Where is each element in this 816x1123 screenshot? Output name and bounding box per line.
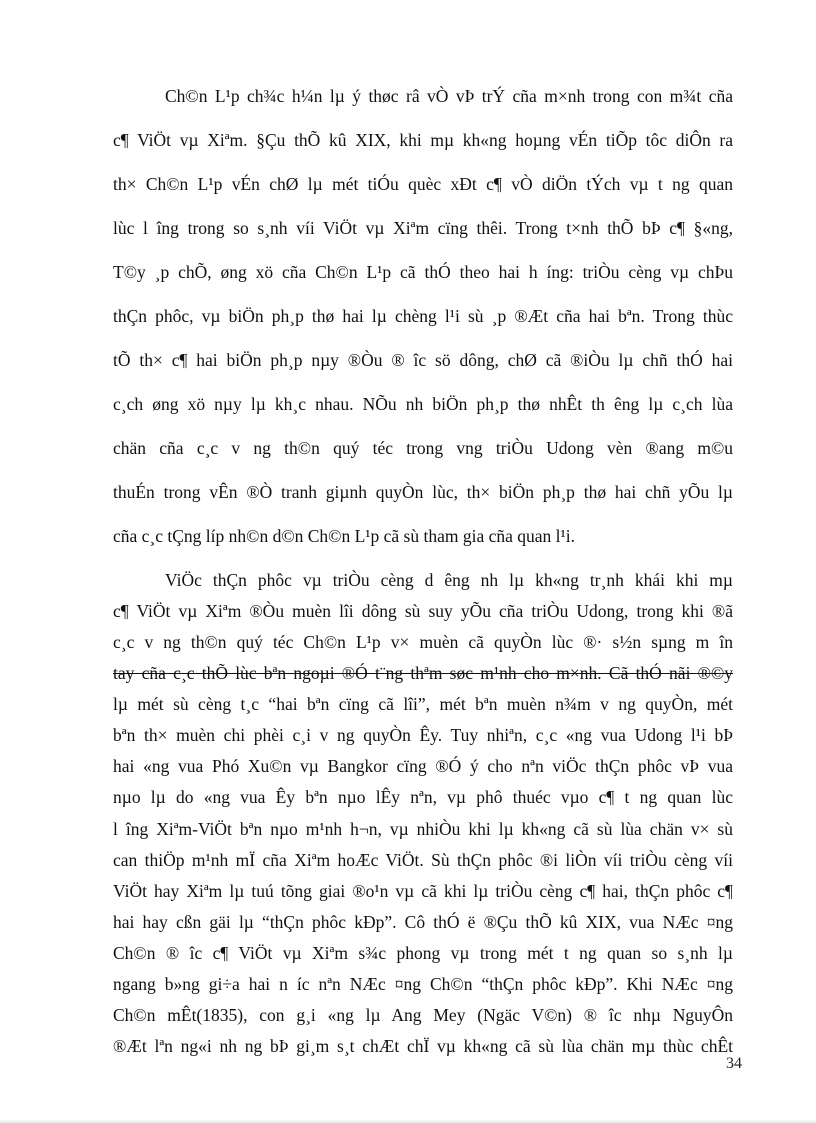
text-line: can thiÖp m¹nh mÏ cña Xiªm hoÆc ViÖt. Sù thÇn phôc ®i liÒn víi triÒu cèng víi bbox=[113, 849, 733, 870]
text-line: ViÖc thÇn phôc vµ triÒu cèng d êng nh lµ kh«ng tr¸nh khái khi mµ bbox=[165, 570, 733, 590]
text-line: ViÖt hay Xiªm lµ tuú tõng giai ®o¹n vµ cã khi lµ triÒu cèng c¶ hai, thÇn phôc c¶ bbox=[113, 880, 733, 901]
text-line: ngang b»ng gi÷a hai n íc nªn NÆc ¤ng Ch©n “thÇn phôc kÐp”. Khi NÆc ¤ng bbox=[113, 973, 733, 994]
text-line: tÕ th× c¶ hai biÖn ph¸p nµy ®Òu ® îc sö dông, chØ cã ®iÒu lµ chñ thÓ hai bbox=[113, 350, 733, 370]
text-line: lµ mét sù cèng t¸c “hai bªn cïng cã lîi”, mét bªn muèn n¾m v ng quyÒn, mét bbox=[113, 694, 733, 715]
text-line: hai «ng vua Phó Xu©n vµ Bangkor cïng ®Ó ý cho nªn viÖc thÇn phôc vÞ vua bbox=[113, 756, 733, 777]
text-line: th× Ch©n L¹p vÉn chØ lµ mét tiÓu quèc xÐt c¶ vÒ diÖn tÝch vµ t ng quan bbox=[113, 174, 733, 194]
text-line: thuÉn trong vÊn ®Ò tranh giµnh quyÒn lùc, th× biÖn ph¸p thø hai chñ yÕu lµ bbox=[113, 482, 733, 502]
text-line: c¶ ViÖt vµ Xiªm ®Òu muèn lîi dông sù suy yÕu cña triÒu Udong, trong khi ®ã bbox=[113, 601, 733, 622]
text-line: chän cña c¸c v ng th©n quý téc trong vng triÒu Udong vèn ®ang m©u bbox=[113, 438, 733, 458]
text-line: nµo lµ do «ng vua Êy bªn nµo lÊy nªn, vµ phô thuéc vµo c¶ t ng quan lùc bbox=[113, 787, 733, 808]
text-line: cña c¸c tÇng líp nh©n d©n Ch©n L¹p cã sù tham gia cña quan l¹i. bbox=[113, 526, 576, 546]
page-number: 34 bbox=[726, 1055, 742, 1072]
text-line: thÇn phôc, vµ biÖn ph¸p thø hai lµ chèng l¹i sù ¸p ®Æt cña hai bªn. Trong thùc bbox=[113, 306, 733, 326]
text-line: c¶ ViÖt vµ Xiªm. §Çu thÕ kû XIX, khi mµ kh«ng hoµng vÉn tiÕp tôc diÔn ra bbox=[113, 130, 733, 150]
text-line: T©y ¸p chÕ, øng xö cña Ch©n L¹p cã thÓ theo hai h íng: triÒu cèng vµ chÞu bbox=[113, 262, 733, 282]
text-line: hai hay cßn gäi lµ “thÇn phôc kÐp”. Cô thÓ ë ®Çu thÕ kû XIX, vua NÆc ¤ng bbox=[113, 911, 733, 932]
text-line: ®Æt lªn ng«i nh ng bÞ gi¸m s¸t chÆt chÏ vµ kh«ng cã sù lùa chän mµ thùc chÊt bbox=[113, 1036, 733, 1056]
text-line: l îng Xiªm-ViÖt bªn nµo m¹nh h¬n, vµ nhiÒu khi lµ kh«ng cã sù lùa chän v× sù bbox=[113, 818, 733, 839]
text-line-struck: tay cña c¸c thÕ lùc bªn ngoµi ®Ó t¨ng thªm søc m¹nh cho m×nh. Cã thÓ nãi ®©y bbox=[113, 663, 733, 684]
text-line: Ch©n ® îc c¶ ViÖt vµ Xiªm s¾c phong vµ trong mét t ng quan so s¸nh lµ bbox=[113, 942, 733, 963]
text-line: c¸ch øng xö nµy lµ kh¸c nhau. NÕu nh biÖn ph¸p thø nhÊt th êng lµ c¸ch lùa bbox=[113, 394, 733, 414]
text-line: c¸c v ng th©n quý téc Ch©n L¹p v× muèn cã quyÒn lùc ®· s½n sµng m în bbox=[113, 632, 733, 653]
text-line: Ch©n mÊt(1835), con g¸i «ng lµ Ang Mey (Ngäc V©n) ® îc nhµ NguyÔn bbox=[113, 1004, 733, 1025]
text-line: bªn th× muèn chi phèi c¸i v ng quyÒn Êy. Tuy nhiªn, c¸c «ng vua Udong l¹i bÞ bbox=[113, 725, 733, 746]
text-line: lùc l îng trong so s¸nh víi ViÖt vµ Xiªm cïng thêi. Trong t×nh thÕ bÞ c¶ §«ng, bbox=[113, 218, 733, 238]
page-edge bbox=[0, 1119, 816, 1123]
text-line: Ch©n L¹p ch¾c h¼n lµ ý thøc râ vÒ vÞ trÝ cña m×nh trong con m¾t cña bbox=[165, 86, 733, 106]
